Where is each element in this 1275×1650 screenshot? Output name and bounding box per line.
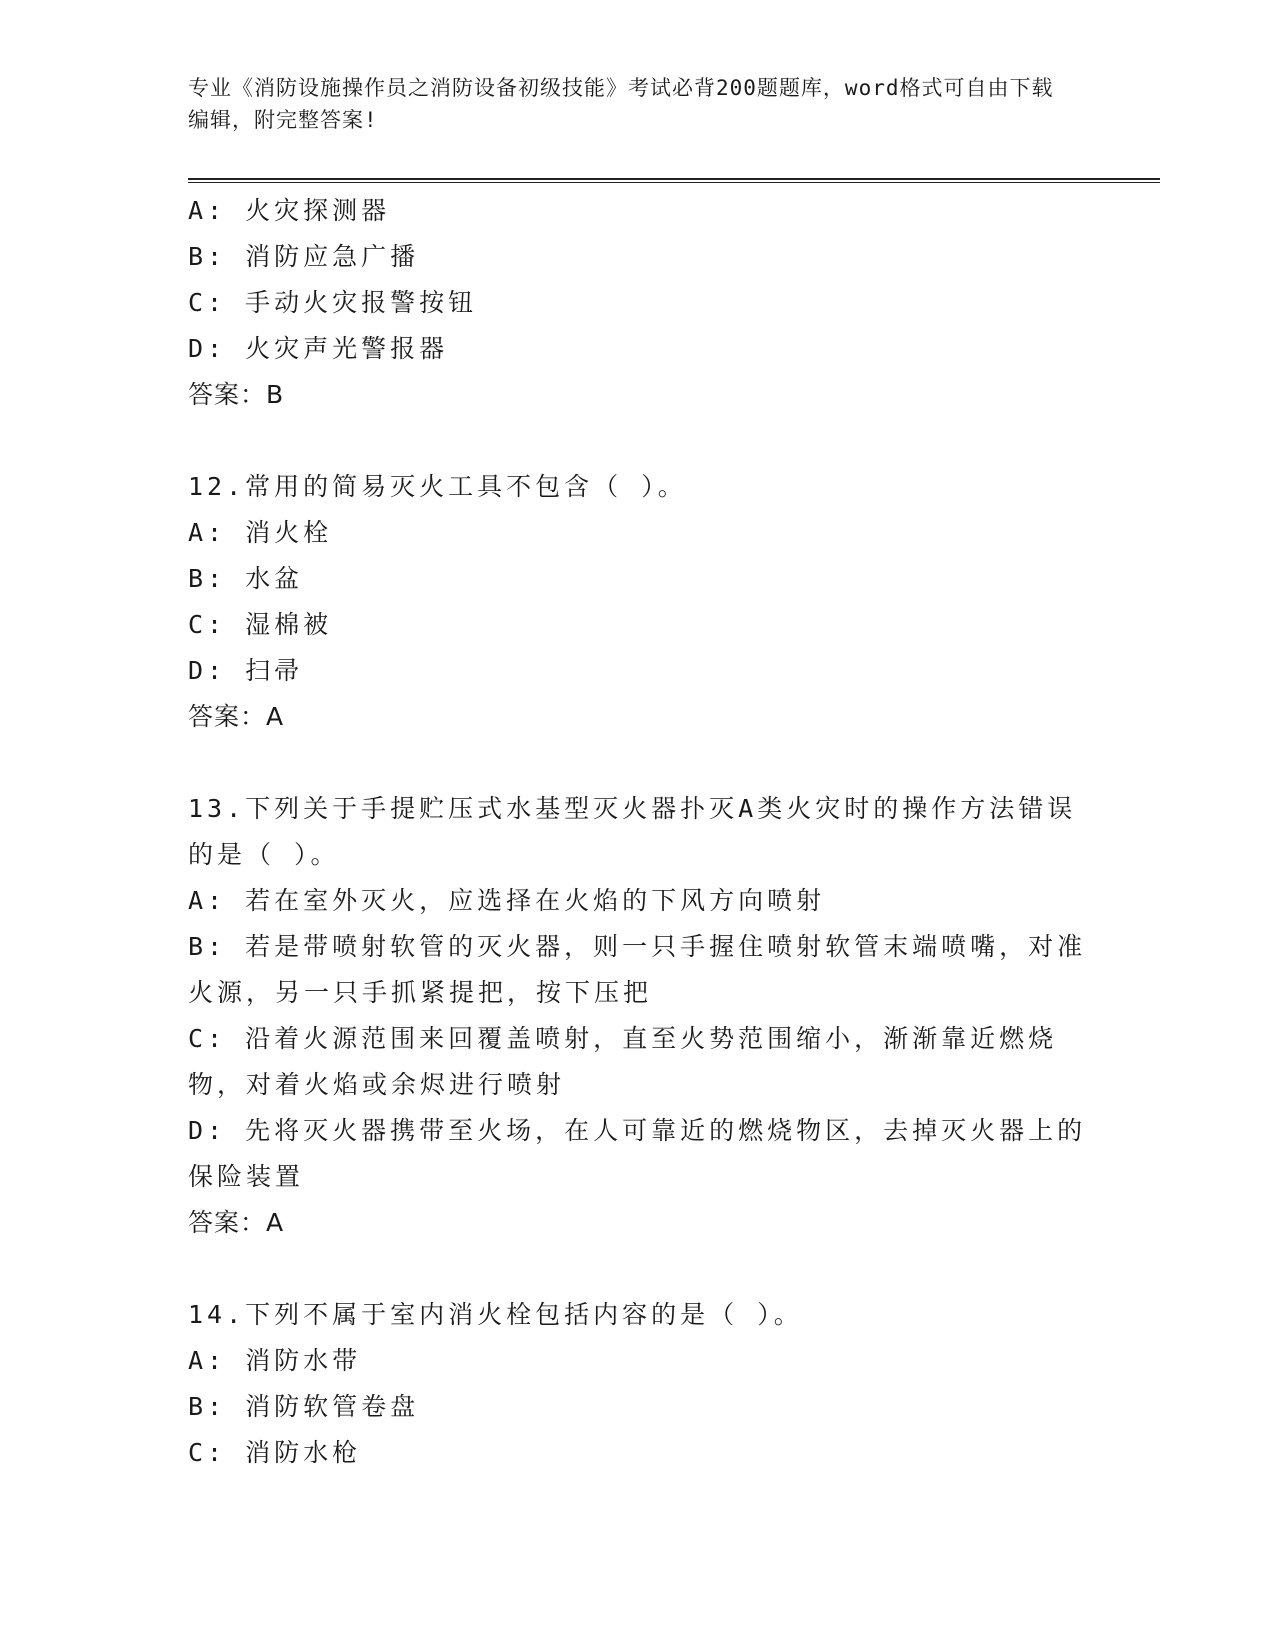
question-text: 13.下列关于手提贮压式水基型灭火器扑灭A类火灾时的操作方法错误的是（ ）。 <box>188 794 1077 869</box>
question-block-13 <box>188 786 1088 1246</box>
option-d: D: 先将灭火器携带至火场，在人可靠近的燃烧物区，去掉灭火器上的保险装置 <box>188 1116 1087 1191</box>
answer-line: 答案：A <box>188 1208 285 1237</box>
question-list <box>188 188 1088 1476</box>
option-b: B: 水盆 <box>188 564 304 593</box>
option-a: A: 消防水带 <box>188 1346 362 1375</box>
question-block-12 <box>188 464 1088 740</box>
spacer <box>188 1246 1088 1292</box>
option-c: C: 消防水枪 <box>188 1438 362 1467</box>
option-a: A: 火灾探测器 <box>188 196 391 225</box>
option-c: C: 手动火灾报警按钮 <box>188 288 478 317</box>
option-a: A: 若在室外灭火，应选择在火焰的下风方向喷射 <box>188 886 826 915</box>
header-divider <box>188 178 1160 183</box>
option-d: D: 火灾声光警报器 <box>188 334 449 363</box>
answer-line: 答案：B <box>188 380 285 409</box>
option-c: C: 沿着火源范围来回覆盖喷射，直至火势范围缩小，渐渐靠近燃烧物，对着火焰或余烬进行喷射 <box>188 1024 1058 1099</box>
option-b: B: 消防软管卷盘 <box>188 1392 420 1421</box>
option-b: B: 若是带喷射软管的灭火器，则一只手握住喷射软管末端喷嘴，对准火源，另一只手抓紧提把，按下压把 <box>188 932 1087 1007</box>
option-a: A: 消火栓 <box>188 518 333 547</box>
header-text: 专业《消防设施操作员之消防设备初级技能》考试必背200题题库，word格式可自由下载编辑，附完整答案! <box>188 76 1054 132</box>
option-c: C: 湿棉被 <box>188 610 333 639</box>
page-header <box>188 72 1068 136</box>
option-b: B: 消防应急广播 <box>188 242 420 271</box>
option-d: D: 扫帚 <box>188 656 304 685</box>
spacer <box>188 740 1088 786</box>
answer-line: 答案：A <box>188 702 285 731</box>
question-text: 14.下列不属于室内消火栓包括内容的是（ ）。 <box>188 1300 803 1329</box>
question-text: 12.常用的简易灭火工具不包含（ ）。 <box>188 472 687 501</box>
spacer <box>188 418 1088 464</box>
question-block-11 <box>188 188 1088 418</box>
question-block-14 <box>188 1292 1088 1476</box>
